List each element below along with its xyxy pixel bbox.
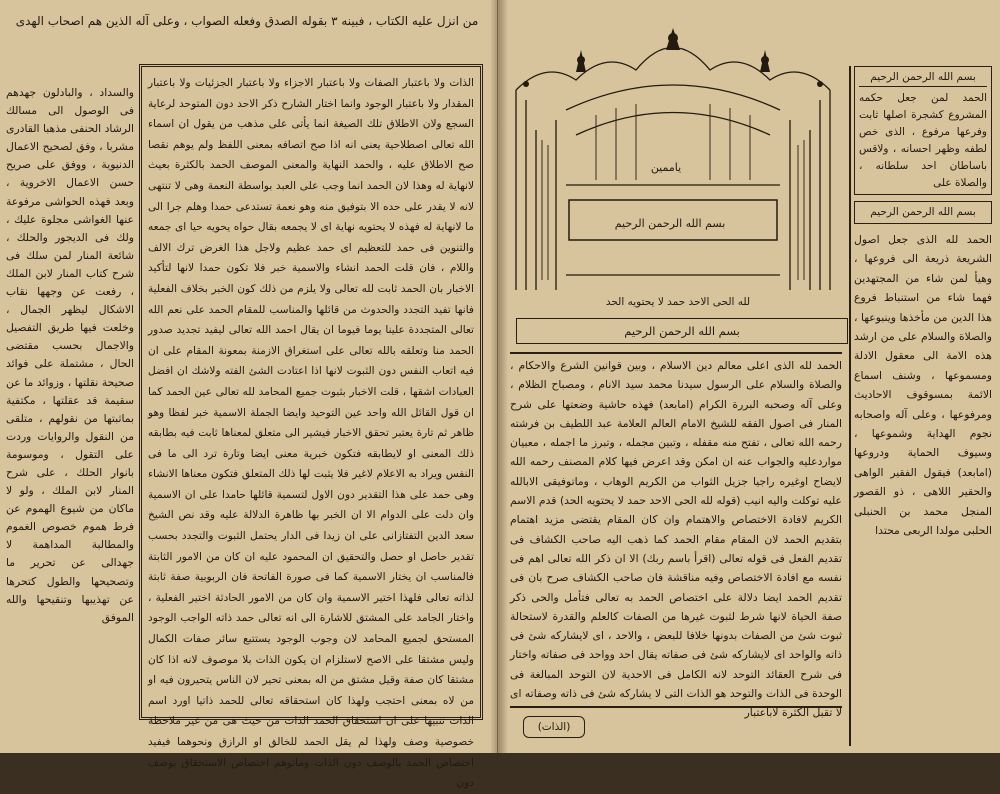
catchword: (الذات)	[523, 716, 585, 738]
opening-line: لله الحى الاحد حمد لا يحتويه الحد	[605, 296, 751, 308]
margin-box-1-heading: بسم الله الرحمن الرحيم	[859, 69, 987, 87]
right-page	[498, 0, 1000, 753]
margin-box-2-heading: بسم الله الرحمن الرحيم	[870, 206, 976, 218]
right-margin-commentary: الحمد لله الذى جعل اصول الشريعة ذريعة الى فروعها ، وهيأ لمن شاء من المجتهدين فهما شاء من استنباط فروع هذا الدين من مأخذها وينبوعها ، والصلاة والسلام على من ارشد هذه الامة الى معقول الادلة ومسموعها ، وشنف اسماع الائمة بمسوقوف الاحاديث ومرفوعها ، وعلى آله واصحابه نجوم الهداية وشموعها ، وسيوف الحماية ودروعها (امابعد) فيقول الفقير الواهى والحقير اللاهى ، ذو القصور المنجل محمد بن الحنبلى الحلبى مولدا الربعى محتدا	[854, 233, 992, 538]
basmala-plate: بسم الله الرحمن الرحيم	[614, 216, 726, 230]
main-text-frame	[139, 64, 483, 790]
right-main-text: الحمد لله الذى اعلى معالم دين الاسلام ، وبين قوانين الشرع والاحكام ، والصلاة والسلام على الرسول سيدنا محمد سيد الانام ، ومصباح الظلام ، وعلى آله وصحبه البررة الكرام (امابعد) فهذه حاشية وضعتها على شرح المنار فى اصول الفقه للشيخ الامام العالم العلامة عبد اللطيف بن فرشته رحمه الله تعالى ، تفتح منه مقفله ، وتبين مجمله ، وتبرز ما اجمله ، معبيان مواردعليه والجواب عنه ان امكن وقد اعرض فيها كلام المصنف رحمه الله لايضاح اوغيره راجيا جزيل الثواب من الكريم الوهاب ، وماتوفيقى الابالله عليه توكلت واليه انيب (قوله لله الحى الاحد حمد لا يحتويه الحد) قدم الاسم الكريم لافادة الاختصاص والاهتمام وان كان المقام يقتضى مزيد اهتمام بتقديم الحمد لان المقام مقام الحمد كما ذهب اليه صاحب الكشاف فى تقديم الفعل فى قوله تعالى (اقرأ باسم ربك) الا ان ذكر الله تعالى اهم فى نفسه مع افادة الاختصاص وفيه مناقشة فان صاحب الكشاف صرح بان فى تقديم الحمد ايضا دلالة على اختصاص الحمد به تعالى فتأمل والحى ذكر صفة الحياة لانها شرط لثبوت غيرها من الصفات كالعلم والقدرة لاستحالة ثبوت شئ من الصفات بدونها خلافا للبعض ، والاحد ، اى لايشاركه شئ فى ذاته والواحد اى لايشاركه شئ فى صفاته يقال احد وواحد فى صفاته واختار فى شرح العقائد التوحد لانه الكامل فى الاحدية لان التوحد المبالغة فى الوحدة فى الذات والتوحد هو الذات التى لا يشاركه شئ فى ذاته وصفاته اى لا تقبل الكثرة لاباعتبار	[510, 352, 842, 708]
left-page	[0, 0, 498, 790]
margin-box-1	[854, 66, 992, 195]
ornamental-headpiece	[506, 20, 840, 298]
left-margin-commentary: والسداد ، والبادلون جهدهم فى الوصول الى مسالك الرشاد الحنفى مذهبا القادرى مشربا ، وفق لصحيح الاعمال الدنيوية ، ووفق على صريح حسن الاعمال الاخروية ، وبعد فهذه الحواشى مرفوعة عنها الغواشى مجلوة عليك ، ولك فى الديجور والحلك ، شائعة المنار لمن سلك فى شرح كتاب المنار لابن الملك ، رفعت عن وجهها نقاب الاشكال ليظهر الجمال ، وخلعت فيها طريق التفصيل والاجمال بحسب مقتضى الحال ، مشتملة على فوائد صحيحة نقلتها ، وزوائد ما عن سقيمة قد عقلتها ، مكتفية بماثبتها من نقولهم ، متلقى من النقول والروايات وردت على التقول ، وموسومة بانوار الحلك ، على شرح المنار لابن الملك ، ولو لا ماكان من شيوع الهموم عن فرط هموم خصوص الغموم والمطالبة المداهمة لا جهدالى عن تحرير ما وتصحيحها والطول كتحرها عن تهذيبها وتنقيحها والله الموفق	[6, 86, 134, 624]
basmala-banner: بسم الله الرحمن الرحيم	[516, 318, 848, 344]
running-head: من انزل عليه الكتاب ، فبينه ٣ بقوله الصدق وفعله الصواب ، وعلى آله الذين هم اصحاب الهدى	[15, 14, 479, 28]
book-gutter	[490, 0, 508, 753]
margin-box-2	[854, 201, 992, 224]
column-divider	[849, 66, 851, 746]
ornament-inscription: ياممين	[650, 161, 682, 174]
margin-box-1-text: الحمد لمن جعل حكمه المشروع كشجرة اصلها ثابت وفرعها مرفوع ، الذى خص لطفه وظهر احسانه ، ولاقس باساطان احد سلطانه ، والصلاة على	[859, 92, 987, 189]
right-margin-column	[854, 66, 992, 746]
main-text-body: الذات ولا باعتبار الصفات ولا باعتبار الاجزاء ولا باعتبار الجزئيات ولا باعتبار المقدار ولا باعتبار الوجود وانما اختار الشارح ذكر الاحد دون المتوحد لرعاية السجع ولان الاطلاق تلك الصيغة انما يأتى على مذهب من يقول ان اسماء الله تعالى اصطلاحية يعنى انه اذا صح اتصافه بمعنى اللفظ ولم يوهم نقصا صح الاطلاق عليه ، والحمد النهاية والمعنى الموصف الحمد بالكثرة بعيث لانهاية له وهذا لان الحمد انما وجب على العبد بواسطة النعمة وهى لا تنتهى لانه لا يقدر على حده الا بتوفيق منه وهو نعمة تستدعى حمدا وهلم جرا الى ما لانهاية له فهذه لا يحتويه نهاية اى لا يجمعه بقال حواه يحويه حيا اى جمعه والتنوين فى حمد للتعظيم اى حمد عظيم ولاجل هذا الغرض ترك الالف واللام ، فان قلت الحمد انشاء والاسمية خبر فلا تكون حمدا لانها لتأكيد الاخبار بان الحمد ثابت لله تعالى ولا يلزم من ذلك كون الخبر بخلاف الفعلية فانها تفيد التجدد والحدوث من قائلها والمناسب للمقام الحمد على نعم الله تعالى المتجددة علينا يوما فيوما ان يقال احمد الله تعالى ليفيد تجديد صدور الحمد منا وتعلقه بالله تعالى على استغراق الازمنة بمعونة المقام على ان فيه اتعاب النفس دون الثبوت لانها اذا اعتادت الشئ الفته ولاشك ان افضل العبادات اشقها ، قلت الاخبار بثبوت جميع المحامد لله تعالى عين الحمد كما ان قول القائل الله واحد عين التوحيد وايضا الجملة الاسمية خبر لفظا وهو ظاهر ثم تارة يعتبر تحقق الاخبار فيشير الى متعلق لمعناها ثابت فيه بطابقه ذلك المعنى او لايطابقه فتكون خبرية معنى ايضا وتارة ترد الى ما فى النفس ويراد به الاعلام لاغير فلا يثبت لها ذلك المتعلق فتكون معناها الانشاء وهى حمد على هذا التقدير دون الاول لتسمية قائلها حامدا على ان الاسمية وان دلت على الدوام الا ان الخبر بها ظاهرة الدلالة عليه وقد نص الشيخ سعد الدين التفتازانى على ان زيدا فى الدار يحتمل الثبوت والتجدد بحسب تقدير حاصل او حصل والتحقيق ان المحمود عليه ان كان من الامور الثابتة فالمناسب ان يختار الاسمية كما فى صورة الفاتحة فان الربوبية صفة ثابتة لذاته تعالى فلهذا اختير الاسمية وان كان من الامور الحادثة اختير الفعلية ، واختار الجامد على المشتق للاشارة الى انه تعالى حمد ذاته الواجب الوجود المستحق لجميع المحامد لان وجوب الوجود يستتبع سائر صفات الكمال وليس مشتقا على الاصح لاستلزام ان يكون الذات بلا موصوف لانه اذا كان مشتقا كان صفة وقيل مشتق من اله بمعنى تحير لان الناس يتحيرون فيه او من لاه بمعنى احتجب ولهذا كان استحقاقه تعالى للحمد ذاتيا اورد اسم الذات تنبيها على ان استحقاق الحمد الذات من حيث هى من غير ملاحظة خصوصية وصف ولهذا لم يقل الحمد للخالق او الرازق ونحوهما فيفيد اختصاص الحمد بالوصف دون الذات وماتوهم اختصاص الاستحقاق بوصف دون	[148, 77, 474, 790]
